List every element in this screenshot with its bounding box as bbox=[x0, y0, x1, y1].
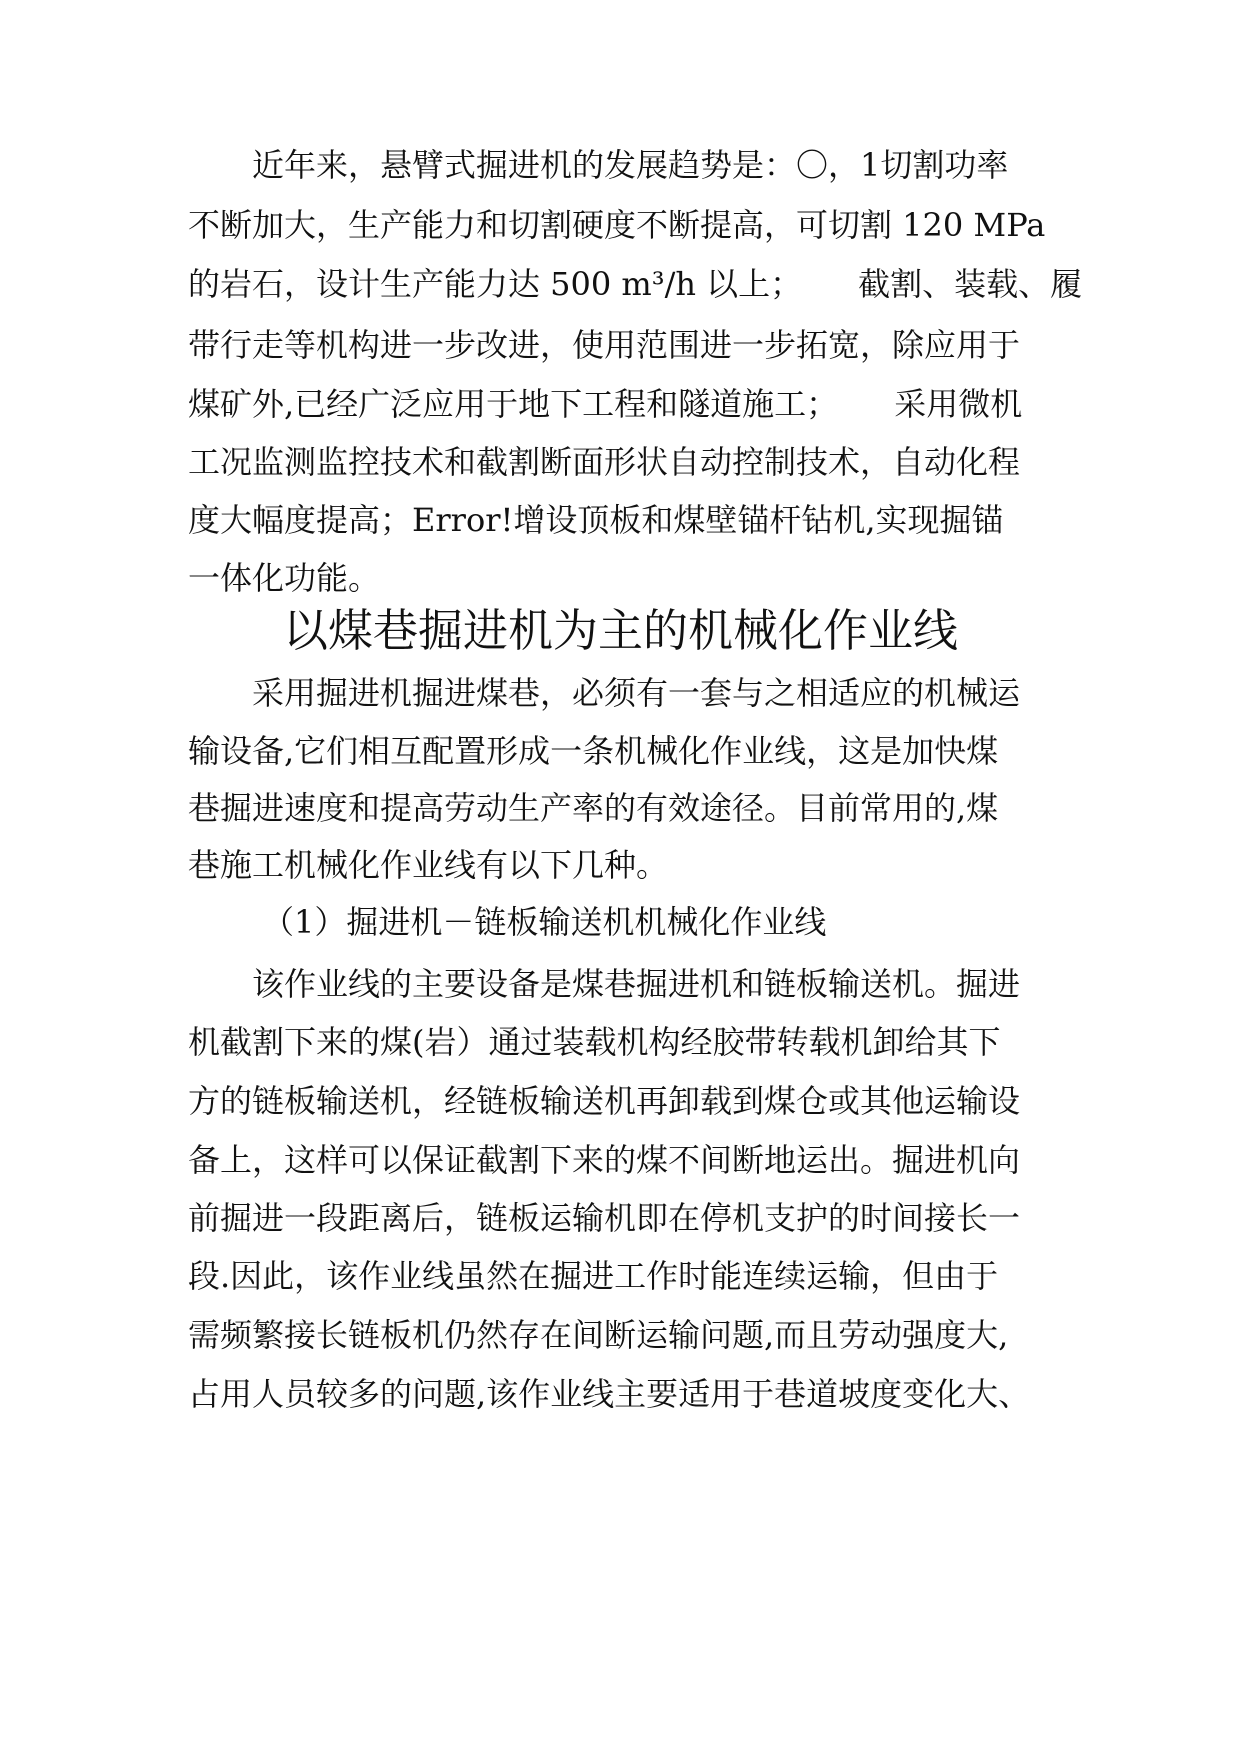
paragraph-1-line-1: 近年来，悬臂式掘进机的发展趋势是：〇，1切割功率 bbox=[252, 146, 1009, 184]
paragraph-3-line-8: 占用人员较多的问题,该作业线主要适用于巷道坡度变化大、 bbox=[188, 1375, 1031, 1413]
paragraph-3-line-4: 备上，这样可以保证截割下来的煤不间断地运出。掘进机向 bbox=[188, 1141, 1021, 1179]
paragraph-3-line-3: 方的链板输送机，经链板输送机再卸载到煤仓或其他运输设 bbox=[188, 1082, 1021, 1120]
paragraph-1-line-5-part-b: 采用微机 bbox=[894, 385, 1023, 423]
paragraph-2-line-2: 输设备,它们相互配置形成一条机械化作业线，这是加快煤 bbox=[188, 732, 999, 770]
paragraph-3-line-5: 前掘进一段距离后，链板运输机即在停机支护的时间接长一 bbox=[188, 1199, 1021, 1237]
paragraph-1-line-4: 带行走等机构进一步改进，使用范围进一步拓宽，除应用于 bbox=[188, 326, 1021, 364]
paragraph-1-line-6: 工况监测监控技术和截割断面形状自动控制技术，自动化程 bbox=[188, 443, 1021, 481]
paragraph-3-line-2: 机截割下来的煤(岩）通过装载机构经胶带转载机卸给其下 bbox=[188, 1023, 1001, 1061]
paragraph-2-line-1: 采用掘进机掘进煤巷，必须有一套与之相适应的机械运 bbox=[252, 674, 1021, 712]
paragraph-3-line-7: 需频繁接长链板机仍然存在间断运输问题,而且劳动强度大, bbox=[188, 1316, 1009, 1354]
paragraph-1-line-3 bbox=[188, 262, 1083, 306]
paragraph-1-line-3-part-b: 截割、装载、履 bbox=[858, 265, 1083, 303]
paragraph-2-line-4: 巷施工机械化作业线有以下几种。 bbox=[188, 846, 669, 884]
paragraph-3-line-1: 该作业线的主要设备是煤巷掘进机和链板输送机。掘进 bbox=[252, 965, 1021, 1003]
paragraph-1-line-5 bbox=[188, 382, 1068, 426]
paragraph-1-line-2: 不断加大，生产能力和切割硬度不断提高，可切割 120 MPa bbox=[188, 206, 1046, 244]
paragraph-1-line-8: 一体化功能。 bbox=[188, 559, 381, 597]
section-heading: 以煤巷掘进机为主的机械化作业线 bbox=[282, 604, 958, 657]
paragraph-3-line-6: 段.因此，该作业线虽然在掘进工作时能连续运输，但由于 bbox=[188, 1257, 999, 1295]
subsection-heading: （1）掘进机－链板输送机机械化作业线 bbox=[262, 903, 827, 941]
paragraph-1-line-7: 度大幅度提高；Error!增设顶板和煤壁锚杆钻机,实现掘锚 bbox=[188, 501, 1004, 539]
paragraph-1-line-5-part-a: 煤矿外,已经广泛应用于地下工程和隧道施工； bbox=[188, 385, 839, 423]
paragraph-2-line-3: 巷掘进速度和提高劳动生产率的有效途径。目前常用的,煤 bbox=[188, 789, 999, 827]
paragraph-1-line-3-part-a: 的岩石，设计生产能力达 500 m³/h 以上； bbox=[188, 265, 803, 303]
